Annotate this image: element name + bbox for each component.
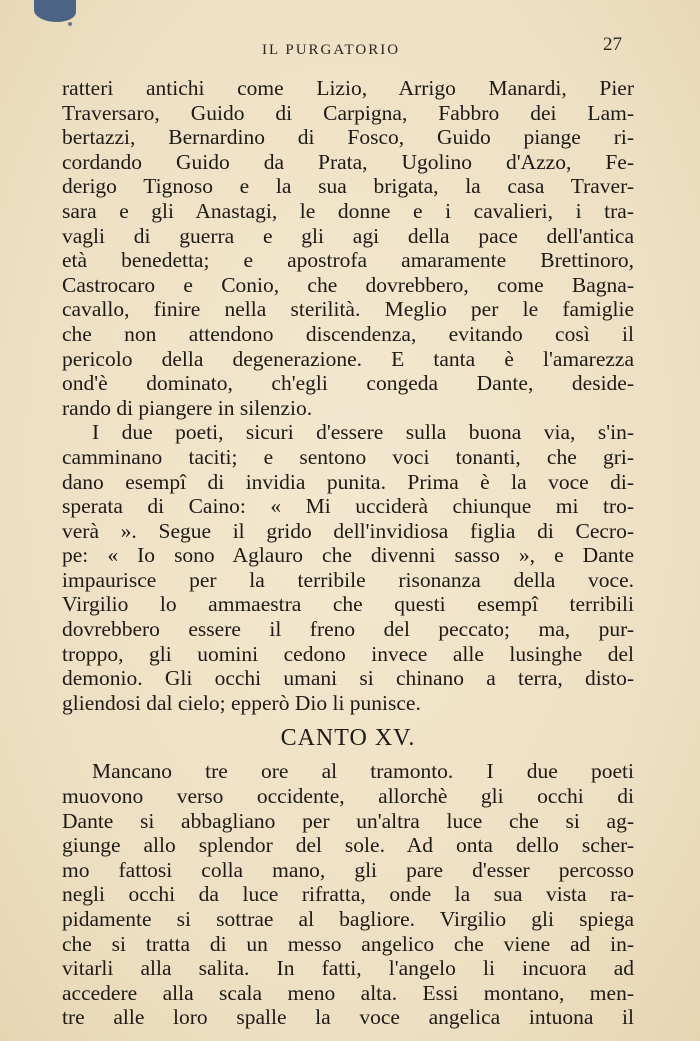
text-line: Dante si abbagliano per un'altra luce che si ag-	[62, 808, 634, 833]
text-line: Virgilio lo ammaestra che questi esempî terribili	[62, 592, 634, 617]
paragraph-continuation	[62, 76, 634, 420]
text-line: mo fattosi colla mano, gli pare d'esser percosso	[62, 857, 634, 882]
canto-heading: CANTO XV.	[280, 725, 416, 752]
text-line: ratteri antichi come Lizio, Arrigo Manardi, Pier	[62, 76, 634, 100]
paragraph-two-poets	[62, 420, 634, 715]
text-line: ond'è dominato, ch'egli congeda Dante, deside-	[62, 371, 634, 396]
text-line: cordando Guido da Prata, Ugolino d'Azzo, Fe-	[62, 149, 634, 174]
text-line: giunge allo splendor del sole. Ad onta dello scher-	[62, 833, 634, 858]
text-line: bertazzi, Bernardino di Fosco, Guido piange ri-	[62, 125, 634, 150]
text-line: Traversaro, Guido di Carpigna, Fabbro dei Lam-	[62, 100, 634, 125]
text-line: vitarli alla salita. In fatti, l'angelo li incuora ad	[62, 956, 634, 981]
text-line: impaurisce per la terribile risonanza della voce.	[62, 567, 634, 592]
text-line: dano esempî di invidia punita. Prima è la voce di-	[62, 469, 634, 494]
text-line: Castrocaro e Conio, che dovrebbero, come Bagna-	[62, 272, 634, 297]
text-line: sperata di Caino: « Mi ucciderà chiunque mi tro-	[62, 494, 634, 519]
ink-spot	[68, 22, 72, 26]
text-line: I due poeti, sicuri d'essere sulla buona via, s'in-	[92, 420, 634, 445]
text-line: troppo, gli uomini cedono invece alle lusinghe del	[62, 641, 634, 666]
body-text	[62, 76, 634, 1030]
text-line: tre alle loro spalle la voce angelica intuona il	[62, 1005, 634, 1030]
text-line: dovrebbero essere il freno del peccato; ma, pur-	[62, 617, 634, 642]
text-line: sara e gli Anastagi, le donne e i cavalieri, i tra-	[62, 198, 634, 223]
text-line: demonio. Gli occhi umani si chinano a terra, disto-	[62, 666, 634, 691]
ink-stain	[34, 0, 76, 22]
text-line: che non attendono discendenza, evitando così il	[62, 321, 634, 346]
text-line: verà ». Segue il grido dell'invidiosa figlia di Cecro-	[62, 518, 634, 543]
text-line: pidamente si sottrae al bagliore. Virgilio gli spiega	[62, 907, 634, 931]
text-line: pericolo della degenerazione. E tanta è l'amarezza	[62, 346, 634, 371]
text-line: età benedetta; e apostrofa amaramente Brettinoro,	[62, 248, 634, 273]
text-line: camminano taciti; e sentono voci tonanti, che gri-	[62, 444, 634, 469]
running-title: IL PURGATORIO	[262, 42, 401, 58]
text-line: accedere alla scala meno alta. Essi montano, men-	[62, 980, 634, 1005]
text-line: rando di piangere in silenzio.	[62, 395, 313, 420]
text-line: che si tratta di un messo angelico che viene ad in-	[62, 931, 634, 956]
text-line: cavallo, finire nella sterilità. Meglio per le famiglie	[62, 297, 634, 322]
text-line: Mancano tre ore al tramonto. I due poeti	[92, 759, 634, 784]
paragraph-canto-xv	[62, 759, 634, 1030]
text-line: vagli di guerra e gli agi della pace dell'antica	[62, 223, 634, 248]
page-number: 27	[603, 34, 622, 55]
text-line: muovono verso occidente, allorchè gli occhi di	[62, 784, 634, 809]
text-line: gliendosi dal cielo; epperò Dio li punisce.	[62, 690, 421, 715]
text-line: negli occhi da luce rifratta, onde la sua vista ra-	[62, 882, 634, 907]
text-line: derigo Tignoso e la sua brigata, la casa Traver-	[62, 174, 634, 199]
text-line: pe: « Io sono Aglauro che divenni sasso », e Dante	[62, 543, 634, 568]
